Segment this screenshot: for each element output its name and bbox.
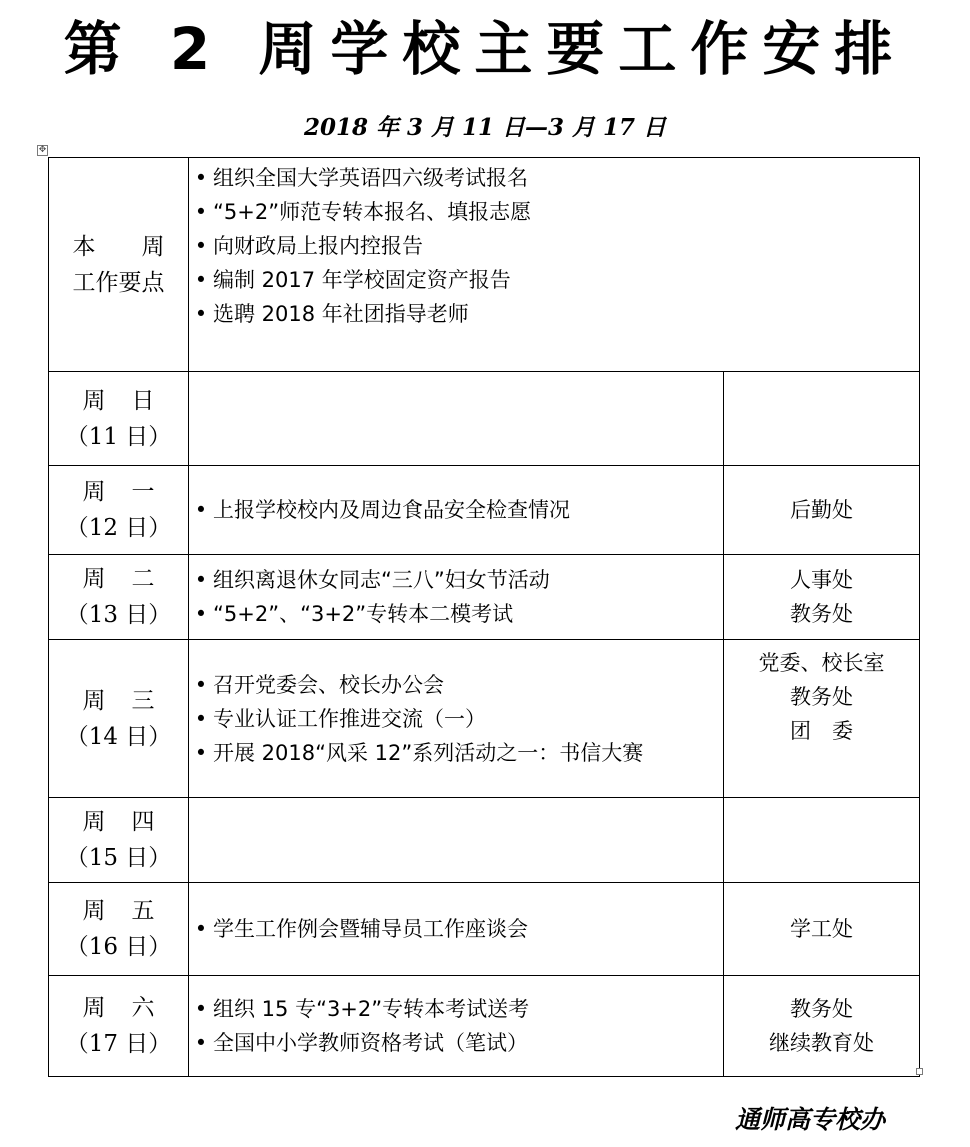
day-name: 周一 xyxy=(82,479,181,505)
day-depts xyxy=(724,555,920,640)
key-points-label xyxy=(49,158,189,372)
day-items xyxy=(189,976,724,1077)
bullet-icon: • xyxy=(194,268,208,292)
day-items xyxy=(189,798,724,883)
bullet-icon: • xyxy=(194,997,208,1021)
dept-name: 继续教育处 xyxy=(769,1031,874,1055)
day-name: 周四 xyxy=(82,809,181,835)
day-items xyxy=(189,466,724,555)
day-item: • 专业认证工作推进交流（一） xyxy=(189,702,723,736)
dept-name: 学工处 xyxy=(790,917,853,941)
page-title: 第 2 周学校主要工作安排 xyxy=(63,15,907,83)
day-label xyxy=(49,466,189,555)
day-label xyxy=(49,372,189,466)
day-row-sunday xyxy=(49,372,920,466)
day-item: • 上报学校校内及周边食品安全检查情况 xyxy=(189,493,723,527)
day-items xyxy=(189,640,724,798)
key-points-row xyxy=(49,158,920,372)
day-item: • 组织离退休女同志“三八”妇女节活动 xyxy=(189,563,723,597)
bullet-icon: • xyxy=(194,200,208,224)
day-date: （15 日） xyxy=(65,845,172,871)
day-item: • 开展 2018“风采 12”系列活动之一：书信大赛 xyxy=(189,736,723,770)
key-point-item: • 组织全国大学英语四六级考试报名 xyxy=(189,161,919,195)
schedule-table xyxy=(48,157,920,1077)
day-row-tuesday xyxy=(49,555,920,640)
day-items xyxy=(189,883,724,976)
day-label xyxy=(49,640,189,798)
day-depts xyxy=(724,883,920,976)
day-item: • 召开党委会、校长办公会 xyxy=(189,668,723,702)
day-row-monday xyxy=(49,466,920,555)
dept-name: 团 委 xyxy=(790,719,853,743)
day-depts xyxy=(724,798,920,883)
day-date: （16 日） xyxy=(65,934,172,960)
day-date: （14 日） xyxy=(65,723,172,750)
day-name: 周五 xyxy=(82,898,181,924)
day-depts xyxy=(724,372,920,466)
key-point-item: • 选聘 2018 年社团指导老师 xyxy=(189,297,919,331)
key-point-item: • “5+2”师范专转本报名、填报志愿 xyxy=(189,195,919,229)
day-depts xyxy=(724,466,920,555)
day-date: （12 日） xyxy=(65,515,172,541)
day-item: • 全国中小学教师资格考试（笔试） xyxy=(189,1026,723,1060)
key-point-item: • 向财政局上报内控报告 xyxy=(189,229,919,263)
day-label xyxy=(49,555,189,640)
day-name: 周三 xyxy=(82,687,181,714)
day-row-thursday xyxy=(49,798,920,883)
bullet-icon: • xyxy=(194,568,208,592)
day-date: （11 日） xyxy=(65,423,172,450)
day-item: • “5+2”、“3+2”专转本二模考试 xyxy=(189,597,723,631)
day-item: • 学生工作例会暨辅导员工作座谈会 xyxy=(189,912,723,946)
dept-name: 后勤处 xyxy=(790,498,853,522)
day-date: （17 日） xyxy=(65,1031,172,1057)
bullet-icon: • xyxy=(194,706,208,731)
day-items xyxy=(189,555,724,640)
bullet-icon: • xyxy=(194,166,208,190)
bullet-icon: • xyxy=(194,602,208,626)
key-points-items xyxy=(189,158,920,372)
dept-name: 教务处 xyxy=(790,602,853,626)
day-name: 周六 xyxy=(82,995,181,1021)
day-row-saturday xyxy=(49,976,920,1077)
day-label xyxy=(49,883,189,976)
bullet-icon: • xyxy=(194,234,208,258)
day-item: • 组织 15 专“3+2”专转本考试送考 xyxy=(189,992,723,1026)
day-items xyxy=(189,372,724,466)
day-row-wednesday xyxy=(49,640,920,798)
key-points-label-line1: 本 周 xyxy=(72,233,165,260)
resize-handle-icon[interactable] xyxy=(916,1068,923,1075)
day-row-friday xyxy=(49,883,920,976)
bullet-icon: • xyxy=(194,1031,208,1055)
day-name: 周二 xyxy=(82,566,181,592)
day-depts xyxy=(724,976,920,1077)
day-name: 周日 xyxy=(82,387,181,414)
dept-name: 教务处 xyxy=(790,685,853,709)
move-handle-icon[interactable]: ✥ xyxy=(38,145,47,155)
bullet-icon: • xyxy=(194,917,208,941)
day-label xyxy=(49,976,189,1077)
dept-name: 人事处 xyxy=(790,568,853,592)
signature: 通师高专校办 xyxy=(735,1105,886,1134)
bullet-icon: • xyxy=(194,740,208,765)
day-label xyxy=(49,798,189,883)
day-depts xyxy=(724,640,920,798)
dept-name: 教务处 xyxy=(790,997,853,1021)
key-points-label-line2: 工作要点 xyxy=(72,269,165,296)
day-date: （13 日） xyxy=(65,602,172,628)
bullet-icon: • xyxy=(194,498,208,522)
date-range: 2018 年 3 月 11 日—3 月 17 日 xyxy=(303,114,667,141)
bullet-icon: • xyxy=(194,672,208,697)
key-point-item: • 编制 2017 年学校固定资产报告 xyxy=(189,263,919,297)
dept-name: 党委、校长室 xyxy=(758,651,885,675)
bullet-icon: • xyxy=(194,302,208,326)
